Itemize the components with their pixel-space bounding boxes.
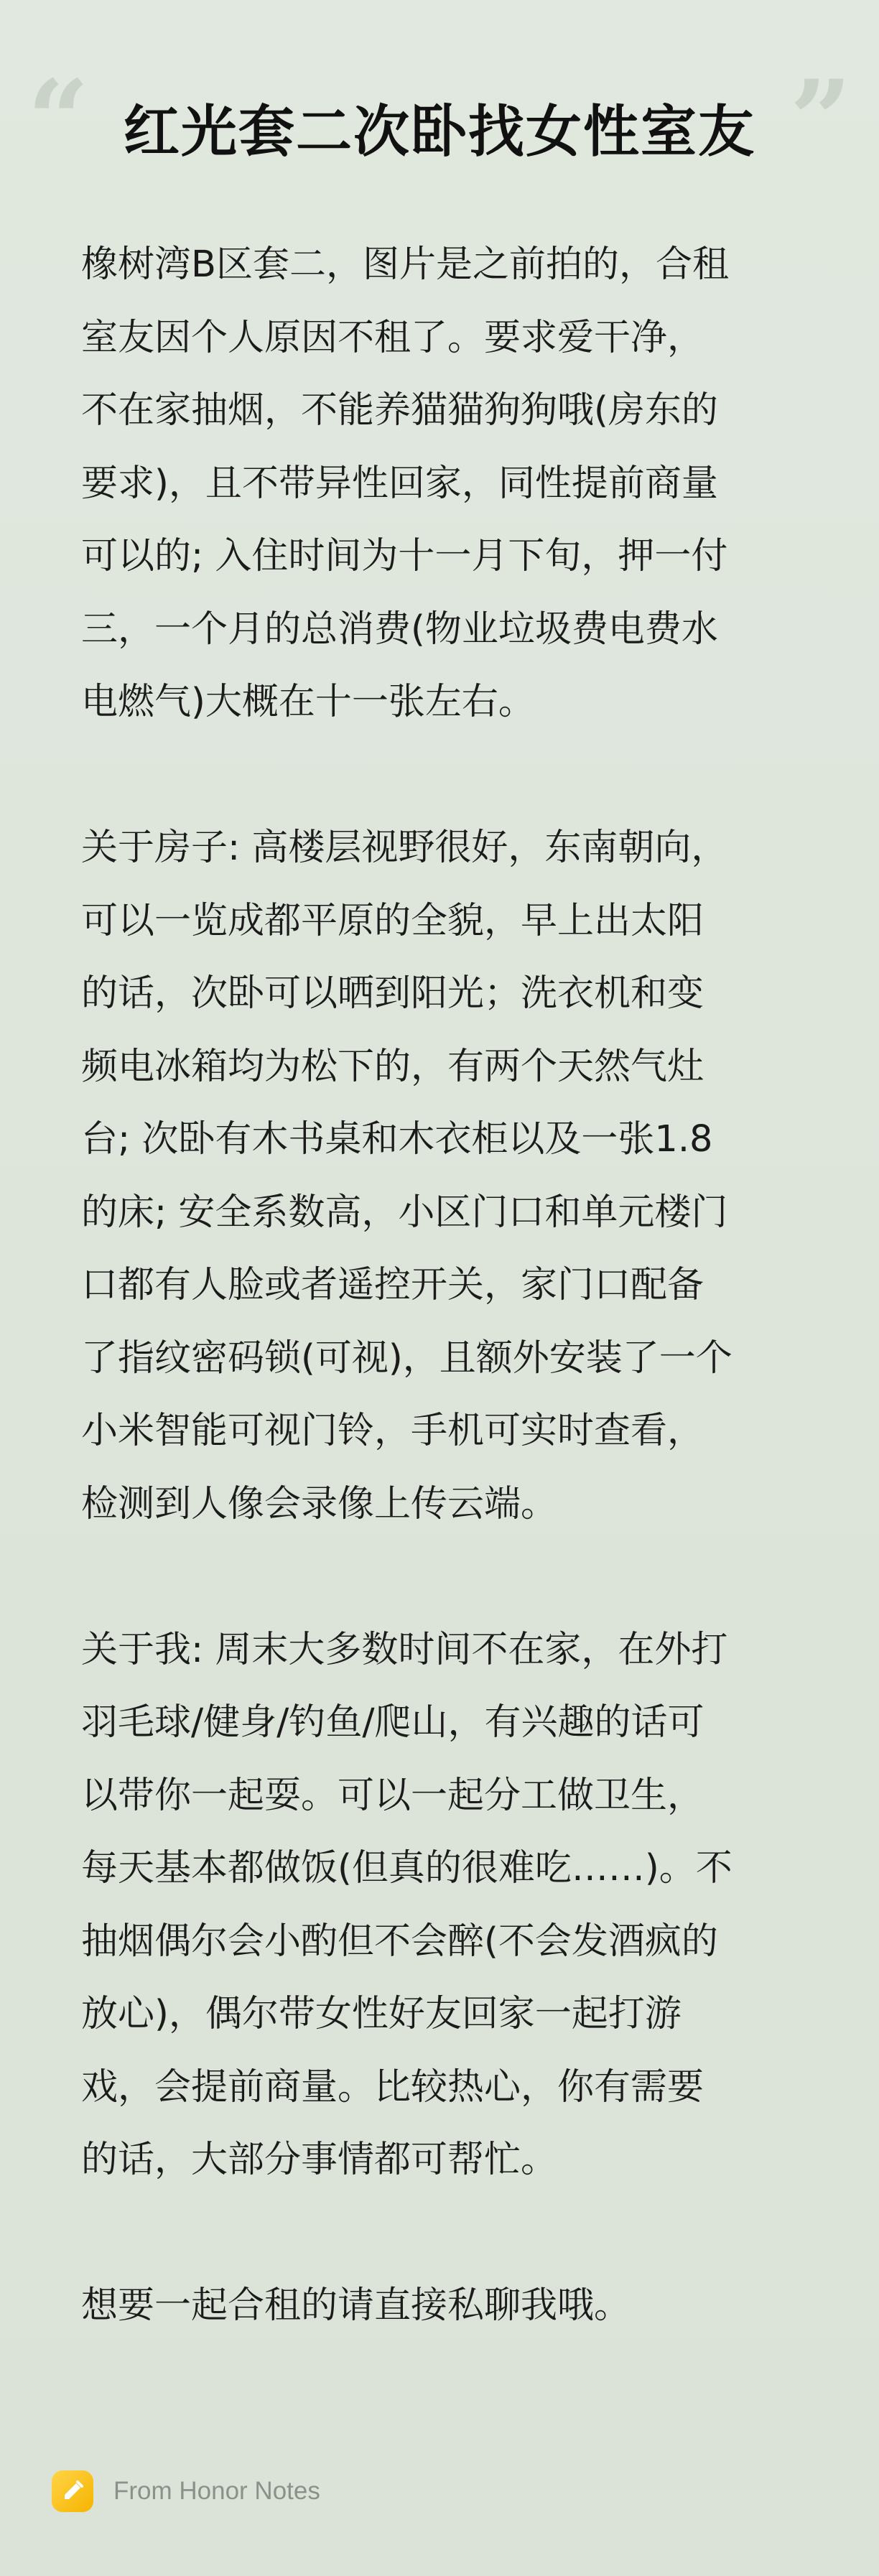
note-body: [81, 228, 802, 2343]
paragraph-requirements: 橡树湾B区套二，图片是之前拍的，合租 室友因个人原因不租了。要求爱干净， 不在家抽烟，不能养猫猫狗狗哦(房东的 要求)，且不带异性回家，同性提前商量 可以的; 入住时间为十一月下旬，押一付 三，一个月的总消费(物业垃圾费电费水 电燃气)大概在十一张左右。: [81, 243, 729, 723]
open-quote-mark: “: [27, 57, 90, 183]
paragraph-about-me: 关于我: 周末大多数时间不在家，在外打 羽毛球/健身/钓鱼/爬山，有兴趣的话可 以带你一起耍。可以一起分工做卫生， 每天基本都做饭(但真的很难吃……)。不 抽烟偶尔会小酌但不会醉(不会发酒疯的 放心)，偶尔带女性好友回家一起打游 戏，会提前商量。比较热心，你有需要 的话，大部分事情都可帮忙。: [81, 1628, 732, 2181]
paragraph-about-house: 关于房子: 高楼层视野很好，东南朝向， 可以一览成都平原的全貌，早上出太阳 的话，次卧可以晒到阳光；洗衣机和变 频电冰箱均为松下的，有两个天然气灶 台; 次卧有木书桌和木衣柜以及一张1.8 的床; 安全系数高，小区门口和单元楼门 口都有人脸或者遥控开关，家门口配备 了指纹密码锁(可视)，且额外安装了一个 小米智能可视门铃，手机可实时查看， 检测到人像会录像上传云端。: [81, 827, 732, 1525]
close-quote-mark: ”: [789, 57, 852, 183]
footer-watermark: [52, 2470, 320, 2512]
footer-text: From Honor Notes: [113, 2477, 320, 2505]
honor-notes-icon: [52, 2470, 93, 2512]
paragraph-contact: 想要一起合租的请直接私聊我哦。: [81, 2284, 631, 2327]
note-title: 红光套二次卧找女性室友: [123, 100, 755, 164]
